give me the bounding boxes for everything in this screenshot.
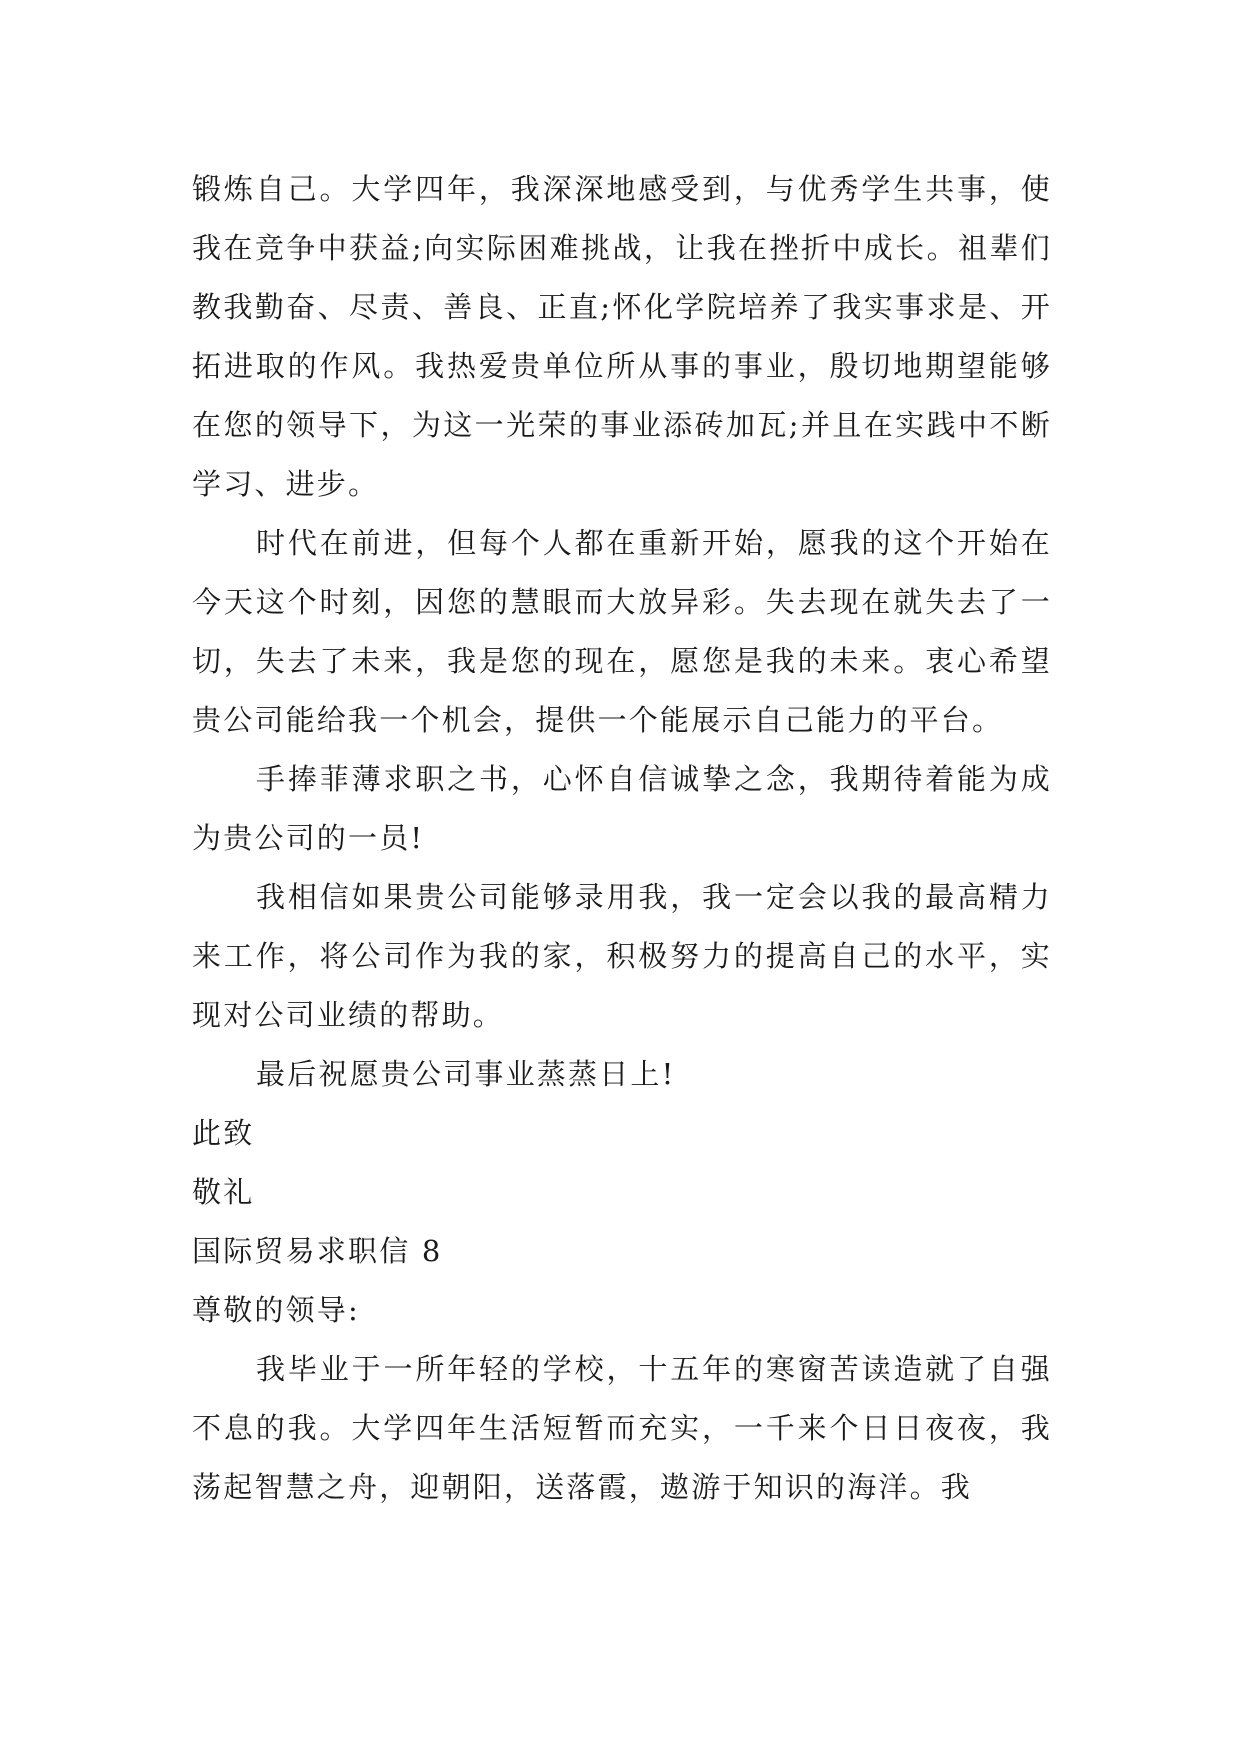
paragraph-wishes: 最后祝愿贵公司事业蒸蒸日上! [256, 1057, 676, 1091]
paragraph-application: 手捧菲薄求职之书，心怀自信诚挚之念，我期待着能为成为贵公司的一员! [192, 762, 1052, 855]
closing-line-1: 此致 [192, 1116, 255, 1150]
paragraph-era: 时代在前进，但每个人都在重新开始，愿我的这个开始在今天这个时刻，因您的慧眼而大放异彩。失去现在就失去了一切，失去了未来，我是您的现在，愿您是我的未来。衷心希望贵公司能给我一个机会，提供一个能展示自己能力的平台。 [192, 526, 1052, 737]
paragraph-commitment: 我相信如果贵公司能够录用我，我一定会以我的最高精力来工作，将公司作为我的家，积极努力的提高自己的水平，实现对公司业绩的帮助。 [192, 880, 1052, 1032]
paragraph-continuation: 锻炼自己。大学四年，我深深地感受到，与优秀学生共事，使我在竞争中获益;向实际困难挑战，让我在挫折中成长。祖辈们教我勤奋、尽责、善良、正直;怀化学院培养了我实事求是、开拓进取的作风。我热爱贵单位所从事的事业，殷切地期望能够在您的领导下，为这一光荣的事业添砖加瓦;并且在实践中不断学习、进步。 [192, 172, 1052, 501]
closing-line-2: 敬礼 [192, 1175, 255, 1209]
paragraph-intro: 我毕业于一所年轻的学校，十五年的寒窗苦读造就了自强不息的我。大学四年生活短暂而充实，一千来个日日夜夜，我荡起智慧之舟，迎朝阳，送落霞，遨游于知识的海洋。我 [192, 1352, 1052, 1504]
letter-salutation: 尊敬的领导: [192, 1293, 360, 1327]
letter-title: 国际贸易求职信 8 [192, 1234, 443, 1268]
document-body [192, 160, 1052, 1517]
